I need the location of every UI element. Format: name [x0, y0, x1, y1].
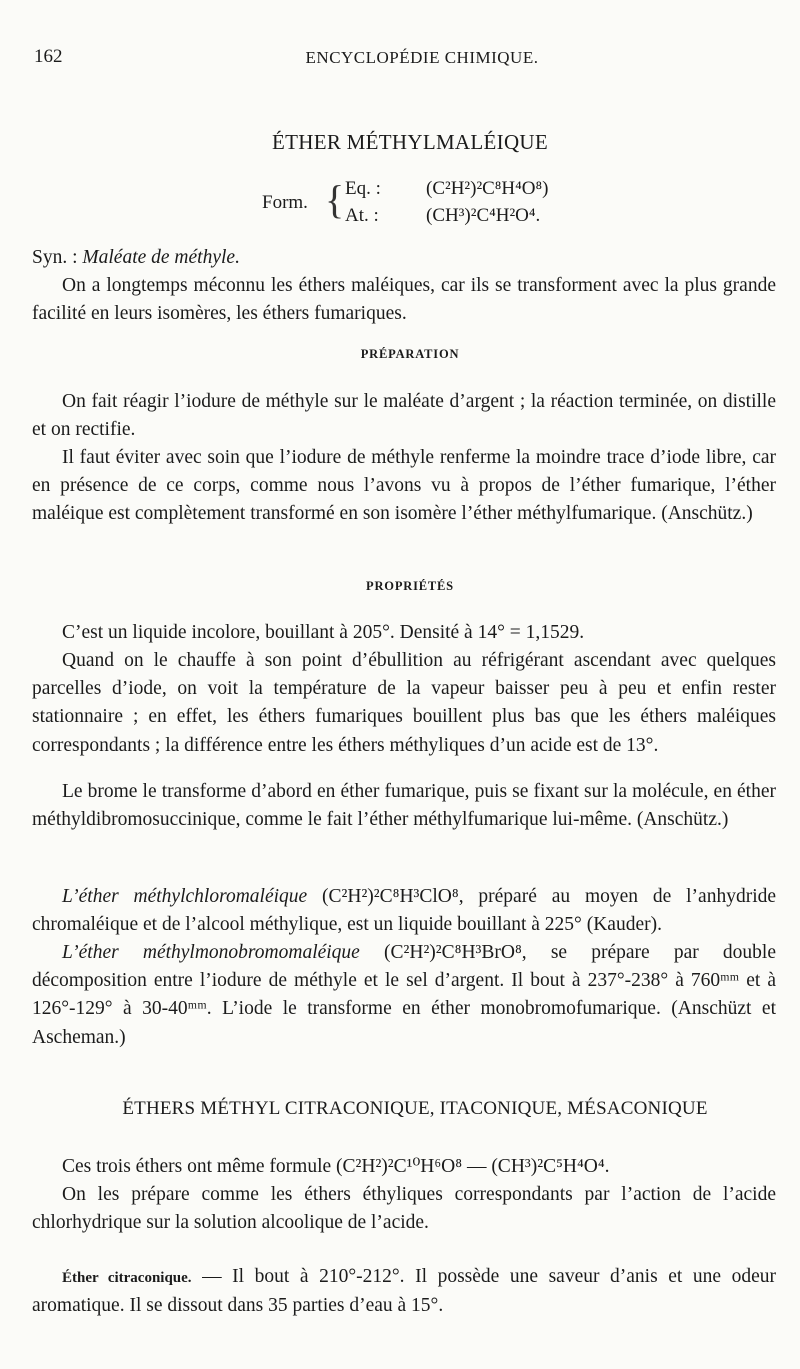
- at-value: (CH³)²C⁴H²O⁴.: [426, 205, 541, 226]
- brace-glyph: {: [325, 177, 345, 222]
- section-title-2: ÉTHERS MÉTHYL CITRACONIQUE, ITACONIQUE, MÉSACONIQUE: [122, 1098, 708, 1119]
- citraconic-ether-paragraph: Éther citraconique. — Il bout à 210°-212°. Il possède une saveur d’anis et une odeur aromatique. Il se dissout dans 35 parties d’eau à 15°.: [32, 1266, 776, 1317]
- preparation-heading: PRÉPARATION: [360, 347, 460, 361]
- synonym-name: Maléate de méthyle.: [82, 247, 240, 268]
- formula-label: Form.: [262, 192, 308, 213]
- eq-label: Eq. :: [345, 178, 381, 199]
- intro-paragraph: On a longtemps méconnu les éthers maléiques, car ils se transforment avec la plus grande facilité en leurs isomères, les éthers fumariques.: [32, 275, 776, 325]
- properties-paragraph-2: Quand on le chauffe à son point d’ébullition au réfrigérant ascendant avec quelques parcelles d’iode, on voit la température de la vapeur baisser peu à peu et enfin rester stationnaire ; en effet, les éthers fumariques bouillent plus bas que les éthers maléiques correspondants ; la différence entre les éthers méthyliques d’un acide est de 13°.: [32, 650, 776, 756]
- formula-at-row: [345, 205, 541, 227]
- preparation-paragraph-1: On fait réagir l’iodure de méthyle sur le maléate d’argent ; la réaction terminée, on distille et on rectifie.: [32, 391, 776, 441]
- synonym-line: Syn. : Maléate de méthyle.: [32, 247, 240, 268]
- section-title: ÉTHER MÉTHYLMALÉIQUE: [271, 130, 549, 154]
- citraconic-preparation-paragraph: On les prépare comme les éthers éthyliques correspondants par l’action de l’acide chlorhydrique sur la solution alcoolique de l’acide.: [32, 1184, 776, 1234]
- citraconic-formula-paragraph: Ces trois éthers ont même formule (C²H²)²C¹⁰H⁶O⁸ — (CH³)²C⁵H⁴O⁴.: [62, 1156, 610, 1177]
- page-number: 162: [34, 46, 63, 67]
- properties-paragraph-1: C’est un liquide incolore, bouillant à 205°. Densité à 14° = 1,1529.: [62, 622, 585, 643]
- formula-eq-row: [345, 178, 549, 200]
- eq-value: (C²H²)²C⁸H⁴O⁸): [426, 178, 549, 199]
- properties-paragraph-3: Le brome le transforme d’abord en éther fumarique, puis se fixant sur la molécule, en éther méthyldibromosuccinique, comme le fait l’éther méthylfumarique lui-même. (Anschütz.): [32, 781, 776, 831]
- chloro-paragraph: L’éther méthylchloromaléique (C²H²)²C⁸H³ClO⁸, préparé au moyen de l’anhydride chromaléique et de l’alcool méthylique, est un liquide bouillant à 225° (Kauder).: [32, 886, 777, 936]
- preparation-paragraph-2: Il faut éviter avec soin que l’iodure de méthyle renferme la moindre trace d’iode libre, car en présence de ce corps, comme nous l’avons vu à propos de l’éther fumarique, l’éther maléique est complètement transformé en son isomère l’éther méthylfumarique. (Anschütz.): [32, 447, 776, 525]
- properties-heading: PROPRIÉTÉS: [366, 579, 454, 593]
- bromo-paragraph: L’éther méthylmonobromomaléique (C²H²)²C⁸H³BrO⁸, se prépare par double décomposition entre l’iodure de méthyle et le sel d’argent. Il bout à 237°-238° à 760ᵐᵐ et à 126°-129° à 30-40ᵐᵐ. L’iode le transforme en éther monobromofumarique. (Anschüzt et Ascheman.): [32, 942, 777, 1048]
- running-title: ENCYCLOPÉDIE CHIMIQUE.: [305, 48, 539, 67]
- at-label: At. :: [345, 205, 379, 226]
- page-header: [34, 46, 770, 76]
